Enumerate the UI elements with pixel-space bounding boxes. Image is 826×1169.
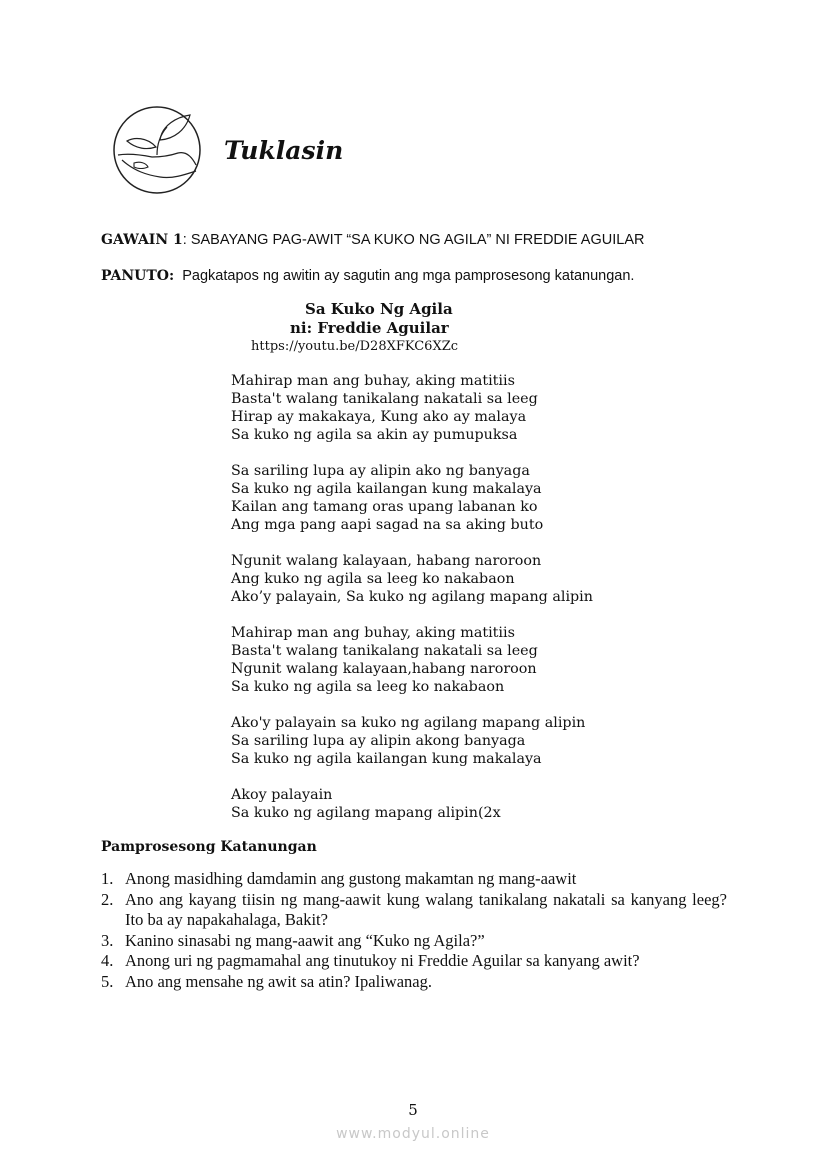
question-number: 2.	[101, 889, 114, 909]
lyric-line: Sa kuko ng agilang mapang alipin(2x	[231, 805, 501, 821]
question-text: Kanino sinasabi ng mang-aawit ang “Kuko ng Agila?”	[125, 930, 485, 950]
lyric-line: Ngunit walang kalayaan,habang naroroon	[231, 661, 537, 677]
hand-holding-seedling-icon	[112, 105, 202, 195]
lyric-line: Ang mga pang aapi sagad na sa aking buto	[231, 517, 544, 533]
lyric-line: Sa sariling lupa ay alipin akong banyaga	[231, 733, 526, 749]
question-text: Ano ang mensahe ng awit sa atin? Ipaliwanag.	[125, 971, 432, 991]
activity-text: : SABAYANG PAG-AWIT “SA KUKO NG AGILA” NI FREDDIE AGUILAR	[182, 232, 645, 248]
lyric-line: Mahirap man ang buhay, aking matitiis	[231, 625, 515, 641]
lyric-line: Sa sariling lupa ay alipin ako ng banyaga	[231, 463, 530, 479]
lyrics-stanza	[231, 714, 593, 768]
lyric-line: Basta't walang tanikalang nakatali sa leeg	[231, 391, 538, 407]
lyric-line: Sa kuko ng agila sa akin ay pumupuksa	[231, 427, 518, 443]
lyric-line: Sa kuko ng agila sa leeg ko nakabaon	[231, 679, 505, 695]
lyrics-stanza	[231, 786, 593, 822]
lyric-line: Akoy palayain	[231, 787, 333, 803]
question-number: 3.	[101, 930, 114, 950]
instructions-label: PANUTO:	[101, 268, 175, 284]
question-item	[101, 972, 727, 993]
question-number: 4.	[101, 951, 114, 970]
lyrics-stanza	[231, 462, 593, 534]
lyric-line: Ako’y palayain, Sa kuko ng agilang mapang alipin	[231, 589, 593, 605]
lyric-line: Mahirap man ang buhay, aking matitiis	[231, 373, 515, 389]
question-item	[101, 951, 727, 972]
question-text: Anong uri ng pagmamahal ang tinutukoy ni Freddie Aguilar sa kanyang awit?	[125, 951, 640, 970]
watermark: www.modyul.online	[336, 1126, 490, 1142]
lyric-line: Kailan ang tamang oras upang labanan ko	[231, 499, 538, 515]
question-item	[101, 931, 727, 952]
song-url-link[interactable]: https://youtu.be/D28XFKC6XZc	[251, 339, 459, 354]
lyric-line: Basta't walang tanikalang nakatali sa leeg	[231, 643, 538, 659]
question-item	[101, 890, 727, 931]
song-title: Sa Kuko Ng Agila	[305, 300, 453, 318]
question-number: 1.	[101, 869, 114, 888]
activity-title	[101, 232, 644, 248]
activity-label: GAWAIN 1	[101, 232, 183, 248]
section-heading: Tuklasin	[224, 136, 344, 165]
lyric-line: Ako'y palayain sa kuko ng agilang mapang alipin	[231, 715, 586, 731]
song-lyrics	[231, 372, 593, 840]
song-author: ni: Freddie Aguilar	[290, 319, 449, 337]
lyrics-stanza	[231, 552, 593, 606]
question-item	[101, 869, 727, 890]
question-text: Anong masidhing damdamin ang gustong makamtan ng mang-aawit	[125, 869, 577, 888]
lyric-line: Sa kuko ng agila kailangan kung makalaya	[231, 751, 542, 767]
questions-list	[101, 869, 727, 992]
lyrics-stanza	[231, 624, 593, 696]
lyric-line: Sa kuko ng agila kailangan kung makalaya	[231, 481, 542, 497]
page-number: 5	[408, 1101, 418, 1119]
instructions	[101, 268, 634, 284]
lyric-line: Hirap ay makakaya, Kung ako ay malaya	[231, 409, 527, 425]
question-number: 5.	[101, 971, 114, 991]
questions-title: Pamprosesong Katanungan	[101, 839, 317, 855]
lyric-line: Ang kuko ng agila sa leeg ko nakabaon	[231, 571, 515, 587]
instructions-text: Pagkatapos ng awitin ay sagutin ang mga pamprosesong katanungan.	[182, 268, 635, 284]
question-text: Ano ang kayang tiisin ng mang-aawit kung walang tanikalang nakatali sa kanyang leeg? Ito ba ay napakahalaga, Bakit?	[125, 889, 727, 929]
lyric-line: Ngunit walang kalayaan, habang naroroon	[231, 553, 542, 569]
lyrics-stanza	[231, 372, 593, 444]
